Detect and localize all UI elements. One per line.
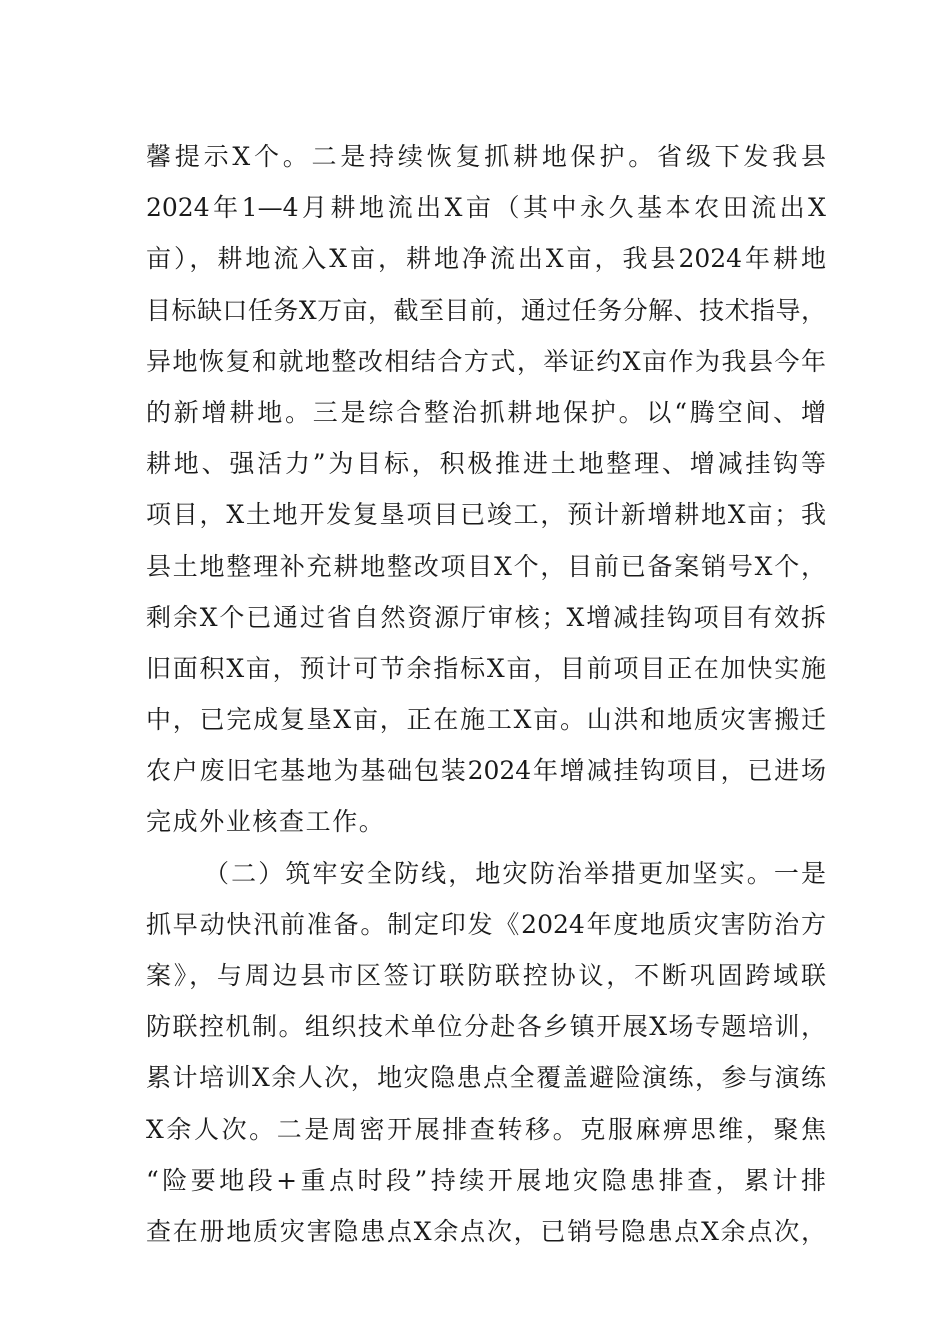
- text-line: 耕地、强活力”为目标，积极推进土地整理、增减挂钩等: [146, 449, 826, 479]
- text-line: 亩），耕地流入X亩，耕地净流出X亩，我县2024年耕地: [146, 244, 826, 274]
- text-line: 的新增耕地。三是综合整治抓耕地保护。以“腾空间、增: [146, 397, 826, 427]
- text-line: 项目，X土地开发复垦项目已竣工，预计新增耕地X亩；我: [146, 500, 826, 530]
- text-line: X余人次。二是周密开展排查转移。克服麻痹思维，聚焦: [146, 1114, 826, 1144]
- text-line: 县土地整理补充耕地整改项目X个，目前已备案销号X个，: [146, 551, 826, 581]
- body-text: [146, 131, 826, 1257]
- text-line: 2024年1—4月耕地流出X亩（其中永久基本农田流出X: [146, 193, 826, 223]
- text-line: 案》，与周边县市区签订联防联控协议，不断巩固跨域联: [146, 961, 826, 990]
- text-line: 累计培训X余人次，地灾隐患点全覆盖避险演练，参与演练: [146, 1063, 826, 1093]
- text-line: “险要地段+重点时段”持续开展地灾隐患排查，累计排: [146, 1165, 826, 1195]
- text-line: 馨提示X个。二是持续恢复抓耕地保护。省级下发我县: [146, 142, 826, 171]
- text-line: 农户废旧宅基地为基础包装2024年增减挂钩项目，已进场: [146, 756, 826, 786]
- text-line: 旧面积X亩，预计可节余指标X亩，目前项目正在加快实施: [146, 653, 826, 683]
- text-line: 查在册地质灾害隐患点X余点次，已销号隐患点X余点次，: [146, 1216, 826, 1246]
- text-line: 抓早动快汛前准备。制定印发《2024年度地质灾害防治方: [146, 909, 826, 939]
- text-line: 剩余X个已通过省自然资源厅审核；X增减挂钩项目有效拆: [146, 602, 826, 632]
- text-line: 中，已完成复垦X亩，正在施工X亩。山洪和地质灾害搬迁: [146, 705, 826, 735]
- section-heading-line: （二）筑牢安全防线，地灾防治举措更加坚实。一是: [204, 858, 826, 888]
- paragraph-last-line: 完成外业核查工作。: [146, 807, 386, 837]
- text-line: 异地恢复和就地整改相结合方式，举证约X亩作为我县今年: [146, 346, 826, 376]
- text-line: 防联控机制。组织技术单位分赴各乡镇开展X场专题培训，: [146, 1012, 826, 1042]
- text-line: 目标缺口任务X万亩，截至目前，通过任务分解、技术指导，: [146, 295, 826, 325]
